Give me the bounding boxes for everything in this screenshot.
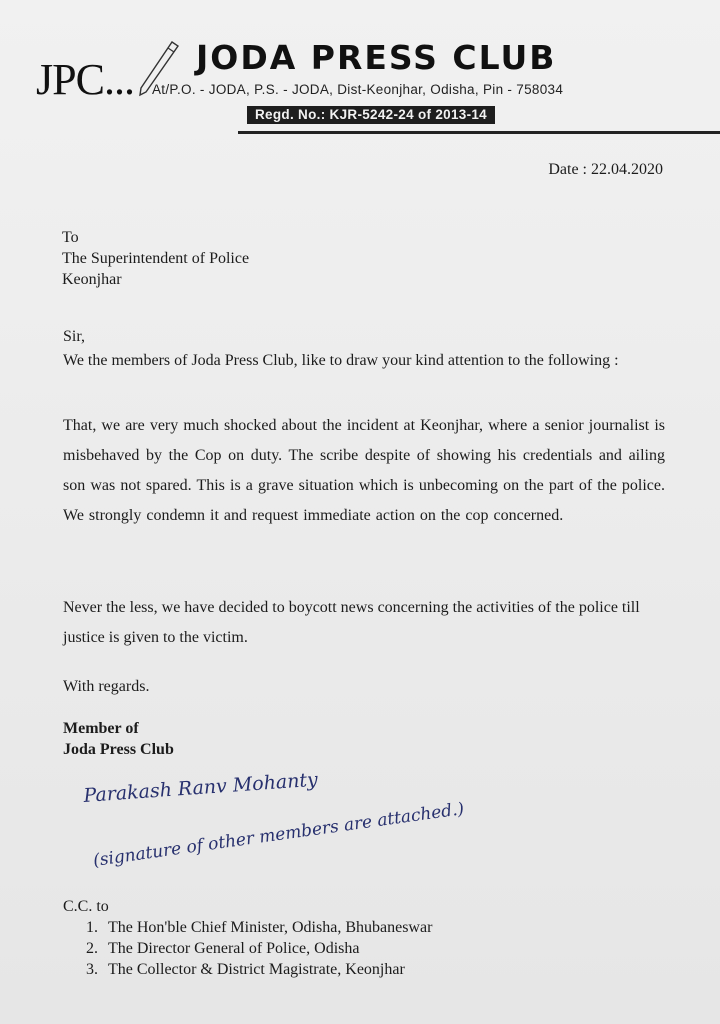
body-paragraph-2: Never the less, we have decided to boycott news concerning the activities of the police till justice is given to the victim.	[63, 599, 640, 646]
recipient-to: To	[62, 229, 79, 246]
closing: With regards.	[63, 678, 150, 695]
registration-number: Regd. No.: KJR-5242-24 of 2013-14	[247, 106, 495, 124]
body-paragraph-1: That, we are very much shocked about the incident at Keonjhar, where a senior journalist is misbehaved by the Cop on duty. The scribe despite of showing his credentials and ailing son was not spared. This is a grave situation which is unbecoming on the part of the police. We strongly condemn it and request immediate action on the cop concerned.	[63, 417, 665, 524]
recipient-place: Keonjhar	[62, 271, 122, 288]
cc-heading: C.C. to	[63, 898, 109, 915]
handwritten-name: Parakash Ranv Mohanty	[82, 768, 319, 807]
signatory-block	[63, 718, 174, 760]
handwritten-note: (signature of other members are attached.)	[91, 799, 466, 871]
cc-item: 1. The Hon'ble Chief Minister, Odisha, Bhubaneswar	[86, 919, 433, 936]
signatory-line-2: Joda Press Club	[63, 741, 174, 758]
letter-date: Date : 22.04.2020	[548, 161, 663, 178]
cc-item: 3. The Collector & District Magistrate, Keonjhar	[86, 961, 405, 978]
cc-item: 2. The Director General of Police, Odisha	[86, 940, 360, 957]
header-divider	[238, 131, 720, 134]
salutation: Sir,	[63, 328, 86, 345]
signatory-line-1: Member of	[63, 720, 139, 737]
handwritten-signature	[80, 760, 540, 880]
club-address: At/P.O. - JODA, P.S. - JODA, Dist-Keonjhar, Odisha, Pin - 758034	[152, 82, 564, 97]
club-name: JODA PRESS CLUB	[196, 38, 557, 77]
recipient-title: The Superintendent of Police	[62, 250, 250, 267]
intro-line: We the members of Joda Press Club, like to draw your kind attention to the following :	[63, 352, 619, 369]
recipient-block	[62, 227, 249, 290]
club-logo: JPC...	[36, 55, 134, 104]
cc-list	[86, 917, 432, 980]
